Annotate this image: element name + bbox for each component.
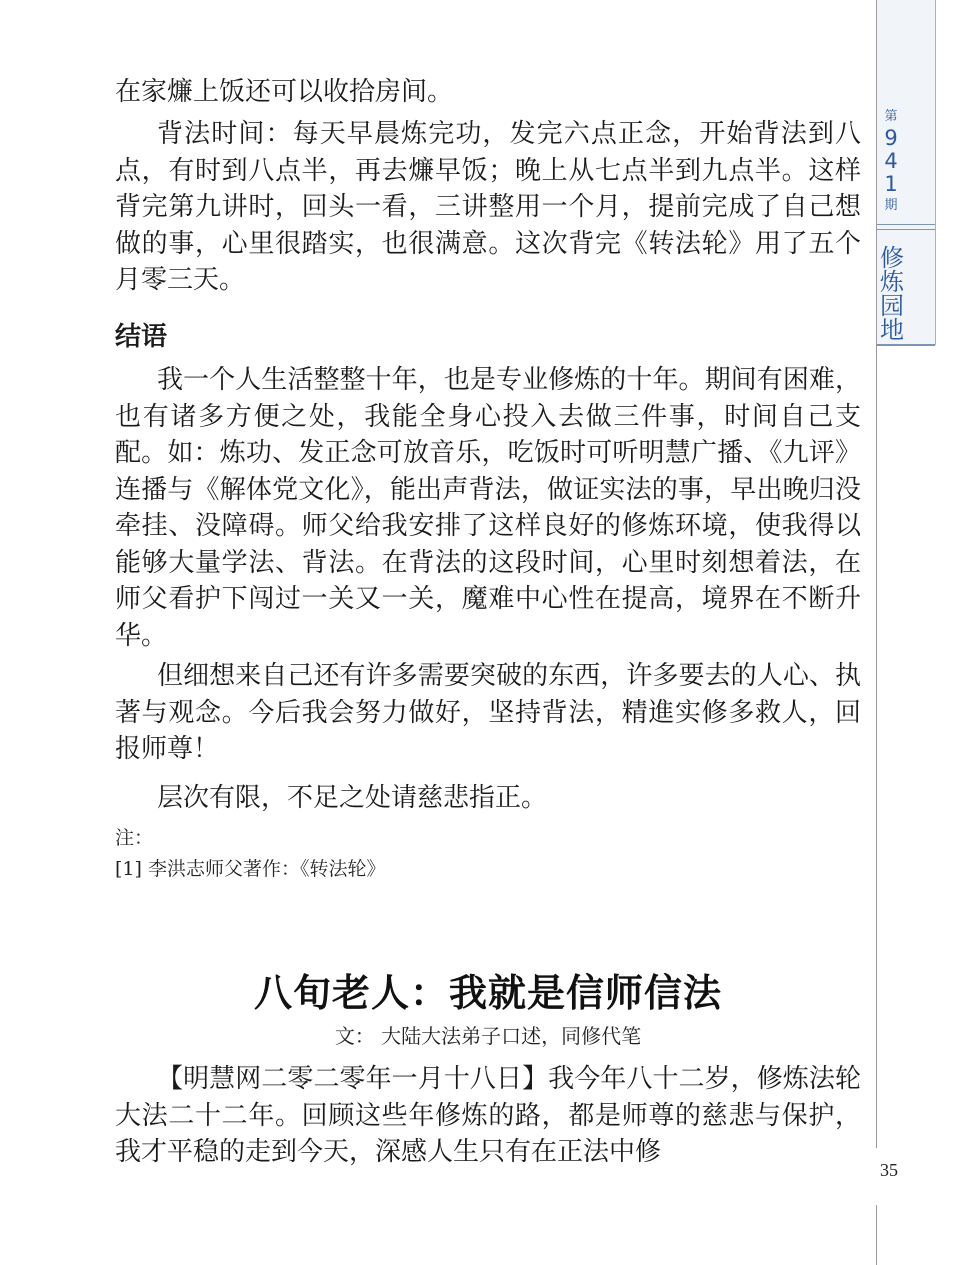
article-title: 八旬老人：我就是信师信法	[253, 970, 722, 1015]
paragraph-continued: 在家燫上饭还可以收拾房间。	[115, 77, 454, 107]
page-number: 35	[880, 1160, 898, 1180]
issue-digit: 9	[884, 126, 898, 150]
section-char: 炼	[880, 268, 904, 296]
side-tab-divider-2	[877, 229, 935, 230]
section-heading-conclusion: 结语	[115, 322, 168, 352]
side-tab-divider	[877, 224, 935, 225]
issue-suffix: 期	[884, 198, 898, 213]
paragraph-conclusion-2: 但细想来自己还有许多需要突破的东西，许多要去的人心、执著与观念。今后我会努力做好，坚持背法，精進实修多救人，回报师尊！	[115, 661, 861, 764]
issue-number	[877, 107, 905, 216]
section-name	[879, 246, 905, 342]
paragraph-conclusion-3: 层次有限，不足之处请慈悲指正。	[157, 783, 548, 813]
margin-rule-bottom	[876, 1205, 877, 1265]
paragraph-conclusion-1: 我一个人生活整整十年，也是专业修炼的十年。期间有困难，也有诸多方便之处，我能全身心投入去做三件事，时间自己支配。如：炼功、发正念可放音乐，吃饭时可听明慧广播、《九评》连播与《解体党文化》，能出声背法，做证实法的事，早出晚归没牵挂、没障碍。师父给我安排了这样良好的修炼环境，使我得以能够大量学法、背法。在背法的这段时间，心里时刻想着法，在师父看护下闯过一关又一关，魔难中心性在提高，境界在不断升华。	[115, 365, 861, 651]
issue-prefix: 第	[884, 109, 898, 124]
article-paragraph-1: 【明慧网二零二零年一月十八日】我今年八十二岁，修炼法轮大法二十二年。回顾这些年修炼的路，都是师尊的慈悲与保护，我才平稳的走到今天，深感人生只有在正法中修	[115, 1064, 861, 1167]
section-char: 地	[880, 316, 904, 344]
section-char: 修	[880, 244, 904, 272]
article-byline: 文： 大陆大法弟子口述，同修代笔	[334, 1024, 642, 1048]
footnote-1: [1] 李洪志师父著作：《转法轮》	[115, 858, 386, 880]
paragraph-recite-time: 背法时间：每天早晨炼完功，发完六点正念，开始背法到八点，有时到八点半，再去燫早饭；晚上从七点半到九点半。这样背完第九讲时，回头一看，三讲整用一个月，提前完成了自己想做的事，心里很踏实，也很满意。这次背完《转法轮》用了五个月零三天。	[115, 119, 861, 295]
issue-digit: 4	[884, 149, 898, 173]
side-tab-bottom-border	[877, 344, 935, 346]
issue-digit: 1	[884, 172, 898, 196]
section-char: 园	[880, 292, 904, 320]
footnote-label: 注：	[115, 827, 154, 849]
